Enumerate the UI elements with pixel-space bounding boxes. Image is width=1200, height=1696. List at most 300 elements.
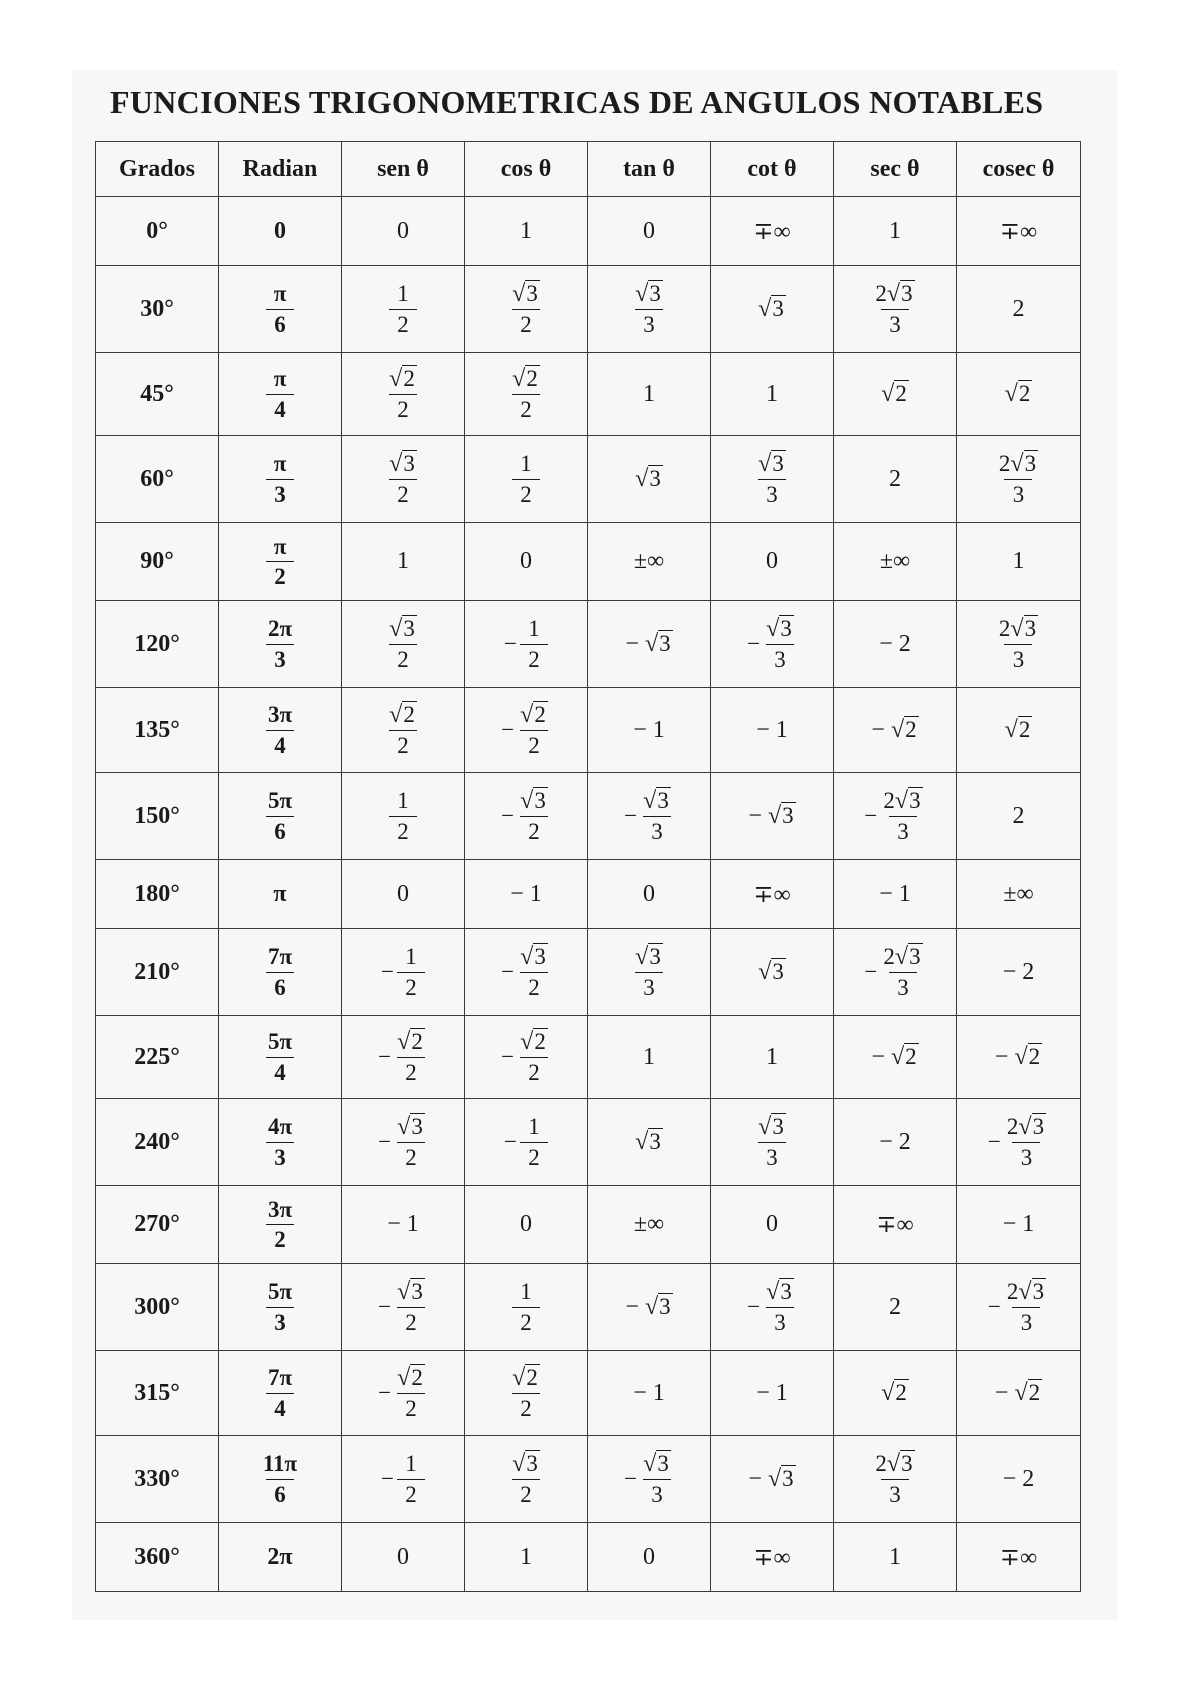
cell-tan bbox=[588, 1436, 711, 1523]
cell-value: − √2 bbox=[871, 1043, 917, 1070]
radicand: 3 bbox=[780, 1278, 792, 1304]
cell-value: 1 bbox=[766, 380, 778, 407]
header-tan bbox=[588, 142, 711, 197]
fraction-numerator: 1 bbox=[397, 281, 409, 307]
radicand: 2 bbox=[526, 365, 538, 391]
cell-value: − 2 bbox=[879, 630, 911, 657]
cell-cosec bbox=[957, 266, 1081, 353]
table-row bbox=[96, 1016, 1081, 1099]
cell-radian bbox=[219, 860, 342, 929]
cell-value: 30° bbox=[140, 295, 174, 322]
sqrt-symbol bbox=[512, 1451, 540, 1477]
cell-value: 0 bbox=[274, 217, 286, 244]
fraction-numerator bbox=[394, 1029, 428, 1057]
cell-value: 180° bbox=[134, 880, 180, 907]
radicand: 3 bbox=[534, 787, 546, 813]
sqrt-symbol bbox=[397, 1365, 425, 1391]
cell-cosec bbox=[957, 1351, 1081, 1436]
radical-sign: √ bbox=[767, 802, 782, 829]
fraction-numerator bbox=[517, 702, 551, 730]
fraction-numerator bbox=[517, 1029, 551, 1057]
cell-tan bbox=[588, 929, 711, 1016]
cell-radian bbox=[219, 929, 342, 1016]
fraction-denominator: 2 bbox=[512, 1393, 540, 1421]
sqrt-symbol bbox=[1005, 717, 1033, 744]
radicand: 3 bbox=[901, 280, 913, 306]
cell-cot bbox=[711, 1099, 834, 1186]
cell-sec bbox=[834, 1186, 957, 1264]
fraction bbox=[872, 1451, 917, 1508]
fraction bbox=[386, 616, 420, 673]
cell-tan bbox=[588, 1523, 711, 1592]
cell-value: − √3 bbox=[748, 1465, 794, 1492]
fraction bbox=[632, 944, 666, 1001]
fraction bbox=[509, 1451, 543, 1508]
fraction-numerator: 5π bbox=[267, 1029, 293, 1055]
fraction-denominator: 2 bbox=[512, 309, 540, 337]
fraction-denominator: 2 bbox=[389, 644, 417, 672]
fraction-denominator: 2 bbox=[389, 816, 417, 844]
radical-sign: √ bbox=[1014, 1043, 1028, 1070]
cell-tan bbox=[588, 353, 711, 436]
fraction-denominator: 2 bbox=[520, 816, 548, 844]
minus-sign: − bbox=[381, 1466, 394, 1491]
cell-radian bbox=[219, 688, 342, 773]
fraction bbox=[880, 944, 925, 1001]
cell-tan bbox=[588, 773, 711, 860]
cell-cot bbox=[711, 1351, 834, 1436]
cell-cos bbox=[465, 1186, 588, 1264]
sqrt-symbol bbox=[520, 1029, 548, 1055]
fraction bbox=[266, 534, 294, 590]
cell-grados bbox=[96, 436, 219, 523]
cell-value: ∓∞ bbox=[753, 1544, 791, 1571]
sqrt-symbol bbox=[1018, 1114, 1046, 1140]
minus-sign: − bbox=[987, 1294, 1001, 1319]
minus-sign: − bbox=[378, 1129, 392, 1154]
fraction bbox=[265, 1197, 295, 1253]
fraction bbox=[265, 1029, 295, 1085]
sqrt-symbol bbox=[758, 296, 786, 323]
fraction-numerator bbox=[763, 616, 797, 644]
fraction-numerator: 1 bbox=[397, 788, 409, 814]
cell-value: − 1 bbox=[633, 1379, 665, 1406]
cell-grados bbox=[96, 688, 219, 773]
radical-sign: √ bbox=[881, 1379, 895, 1406]
radical-sign: √ bbox=[512, 365, 526, 392]
fraction bbox=[265, 1279, 295, 1335]
cell-sec bbox=[834, 929, 957, 1016]
fraction bbox=[266, 366, 294, 422]
fraction-denominator: 3 bbox=[266, 1142, 294, 1170]
radical-sign: √ bbox=[894, 943, 909, 970]
fraction-denominator: 2 bbox=[512, 394, 540, 422]
fraction bbox=[1004, 1279, 1049, 1336]
cell-cos bbox=[465, 1351, 588, 1436]
cell-sen bbox=[342, 773, 465, 860]
radical-sign: √ bbox=[389, 701, 403, 728]
fraction bbox=[265, 788, 295, 844]
cell-sec bbox=[834, 1099, 957, 1186]
sqrt-symbol bbox=[768, 803, 796, 830]
cell-value: 1 bbox=[520, 217, 532, 244]
cell-value: 90° bbox=[140, 548, 174, 574]
cell-cos bbox=[465, 773, 588, 860]
table-row bbox=[96, 266, 1081, 353]
cell-value bbox=[635, 466, 663, 492]
cell-value: ∓∞ bbox=[753, 218, 791, 245]
cell-value: 1 bbox=[889, 1543, 901, 1570]
cell-sec bbox=[834, 1436, 957, 1523]
radical-sign: √ bbox=[890, 716, 905, 743]
cell-sen bbox=[342, 688, 465, 773]
radicand: 3 bbox=[526, 280, 538, 306]
fraction-denominator: 2 bbox=[520, 972, 548, 1000]
radicand: 3 bbox=[782, 1465, 794, 1491]
cell-cos bbox=[465, 436, 588, 523]
cell-sen bbox=[342, 1351, 465, 1436]
cell-value: 0° bbox=[146, 217, 168, 244]
cell-value: − 2 bbox=[879, 1128, 911, 1155]
cell-tan bbox=[588, 523, 711, 601]
fraction-denominator: 3 bbox=[881, 1479, 909, 1507]
radicand: 3 bbox=[1024, 615, 1037, 641]
cell-value: 2 bbox=[889, 465, 901, 492]
sqrt-symbol bbox=[520, 944, 548, 970]
cell-cot bbox=[711, 1264, 834, 1351]
cell-sec bbox=[834, 1523, 957, 1592]
radical-sign: √ bbox=[886, 280, 901, 307]
cell-sec bbox=[834, 353, 957, 436]
fraction-denominator: 3 bbox=[889, 816, 917, 844]
fraction-numerator: 5π bbox=[267, 1279, 293, 1305]
cell-cosec bbox=[957, 1016, 1081, 1099]
radicand: 2 bbox=[895, 1379, 907, 1405]
fraction-denominator: 4 bbox=[266, 1057, 294, 1085]
fraction-denominator: 3 bbox=[1012, 1307, 1040, 1335]
fraction-denominator: 2 bbox=[520, 1057, 548, 1085]
radical-sign: √ bbox=[766, 615, 780, 642]
cell-tan bbox=[588, 1099, 711, 1186]
cell-value: − 1 bbox=[1002, 1211, 1035, 1237]
fraction bbox=[517, 702, 551, 759]
cell-tan bbox=[588, 601, 711, 688]
fraction bbox=[517, 1029, 551, 1086]
cell-tan bbox=[588, 1016, 711, 1099]
table-row bbox=[96, 1523, 1081, 1592]
cell-cot bbox=[711, 1523, 834, 1592]
radical-sign: √ bbox=[635, 943, 649, 970]
cell-value: 2 bbox=[1012, 802, 1025, 829]
fraction-numerator: 1 bbox=[528, 1114, 540, 1140]
fraction bbox=[872, 281, 917, 338]
fraction-denominator: 3 bbox=[1012, 1142, 1040, 1170]
fraction-denominator: 6 bbox=[266, 816, 294, 844]
cell-tan bbox=[588, 688, 711, 773]
header-cos bbox=[465, 142, 588, 197]
cell-radian bbox=[219, 773, 342, 860]
minus-sign: − bbox=[378, 1380, 392, 1405]
fraction-denominator: 2 bbox=[397, 1393, 425, 1421]
cell-cos bbox=[465, 523, 588, 601]
trig-table bbox=[95, 141, 1081, 1592]
header-grados bbox=[96, 142, 219, 197]
cell-value: 120° bbox=[134, 630, 180, 657]
fraction bbox=[520, 1114, 548, 1170]
cell-value: 2 bbox=[889, 1293, 901, 1320]
sqrt-symbol bbox=[397, 1114, 425, 1140]
fraction bbox=[394, 1279, 428, 1336]
fraction bbox=[763, 616, 797, 673]
cell-value: 0 bbox=[397, 1543, 409, 1570]
sqrt-symbol bbox=[895, 788, 923, 814]
radicand: 2 bbox=[411, 1364, 423, 1390]
fraction-denominator: 3 bbox=[643, 1479, 671, 1507]
radical-sign: √ bbox=[397, 1113, 411, 1140]
cell-value bbox=[758, 296, 786, 322]
cell-grados bbox=[96, 197, 219, 266]
cell-sen bbox=[342, 1523, 465, 1592]
fraction-numerator bbox=[394, 1114, 428, 1142]
cell-sec bbox=[834, 601, 957, 688]
fraction bbox=[394, 1114, 428, 1171]
fraction-denominator: 2 bbox=[266, 561, 294, 589]
minus-sign: − bbox=[378, 1294, 392, 1319]
sqrt-symbol bbox=[397, 1029, 425, 1055]
fraction-denominator: 3 bbox=[1004, 479, 1032, 507]
fraction-denominator: 3 bbox=[1004, 644, 1032, 672]
fraction-numerator: π bbox=[273, 366, 287, 392]
table-row bbox=[96, 688, 1081, 773]
cell-value: 210° bbox=[134, 958, 180, 985]
minus-sign: − bbox=[624, 1466, 638, 1491]
cell-value: 150° bbox=[134, 802, 180, 829]
minus-sign: − bbox=[501, 959, 515, 984]
cell-sen bbox=[342, 436, 465, 523]
cell-cos bbox=[465, 353, 588, 436]
radical-sign: √ bbox=[520, 943, 534, 970]
cell-cot bbox=[711, 1186, 834, 1264]
radical-sign: √ bbox=[890, 1043, 905, 1070]
cell-radian bbox=[219, 1436, 342, 1523]
radicand: 3 bbox=[1024, 450, 1037, 476]
radical-sign: √ bbox=[520, 701, 534, 728]
cell-cosec bbox=[957, 601, 1081, 688]
sqrt-symbol bbox=[389, 616, 417, 642]
cell-cosec bbox=[957, 1436, 1081, 1523]
fraction bbox=[509, 366, 543, 423]
cell-value: 135° bbox=[134, 716, 180, 743]
sqrt-symbol bbox=[645, 631, 673, 658]
cell-value: 300° bbox=[134, 1293, 180, 1320]
fraction bbox=[266, 451, 294, 507]
cell-cot bbox=[711, 197, 834, 266]
radical-sign: √ bbox=[512, 1364, 526, 1391]
table-row bbox=[96, 929, 1081, 1016]
fraction-numerator: 11π bbox=[262, 1451, 298, 1477]
sqrt-symbol bbox=[891, 1044, 919, 1071]
radical-sign: √ bbox=[767, 1465, 782, 1492]
cell-sen bbox=[342, 1099, 465, 1186]
radicand: 3 bbox=[649, 943, 661, 969]
radicand: 3 bbox=[403, 450, 415, 476]
fraction-numerator: 1 bbox=[520, 451, 532, 477]
cell-sen bbox=[342, 1264, 465, 1351]
cell-grados bbox=[96, 929, 219, 1016]
fraction-numerator: 7π bbox=[267, 944, 293, 970]
cell-value: 0 bbox=[397, 217, 409, 244]
cell-sec bbox=[834, 1264, 957, 1351]
sqrt-symbol bbox=[768, 1466, 796, 1493]
cell-cos bbox=[465, 601, 588, 688]
table-row bbox=[96, 1099, 1081, 1186]
header-label: Radian bbox=[242, 155, 318, 182]
radicand: 2 bbox=[895, 380, 907, 406]
cell-grados bbox=[96, 1264, 219, 1351]
cell-cosec bbox=[957, 929, 1081, 1016]
radicand: 3 bbox=[411, 1278, 423, 1304]
radical-sign: √ bbox=[894, 787, 909, 814]
radical-sign: √ bbox=[758, 1113, 772, 1140]
radicand: 2 bbox=[1018, 380, 1031, 406]
cell-sen bbox=[342, 353, 465, 436]
cell-sen bbox=[342, 1436, 465, 1523]
cell-tan bbox=[588, 197, 711, 266]
cell-radian bbox=[219, 523, 342, 601]
sqrt-symbol bbox=[887, 1451, 915, 1477]
cell-radian bbox=[219, 601, 342, 688]
cell-grados bbox=[96, 1099, 219, 1186]
radical-sign: √ bbox=[1004, 380, 1018, 407]
cell-grados bbox=[96, 1523, 219, 1592]
fraction-denominator: 3 bbox=[643, 816, 671, 844]
header-sen bbox=[342, 142, 465, 197]
radical-sign: √ bbox=[397, 1278, 411, 1305]
cell-cot bbox=[711, 436, 834, 523]
cell-cos bbox=[465, 1099, 588, 1186]
fraction-numerator: π bbox=[273, 451, 287, 477]
fraction bbox=[260, 1451, 300, 1507]
fraction bbox=[509, 1365, 543, 1422]
cell-value: 0 bbox=[766, 1211, 778, 1237]
fraction-denominator: 3 bbox=[266, 479, 294, 507]
sqrt-symbol bbox=[895, 944, 923, 970]
minus-sign: − bbox=[747, 631, 761, 656]
radical-sign: √ bbox=[758, 295, 772, 322]
cell-value: − √3 bbox=[748, 802, 794, 829]
sqrt-symbol bbox=[643, 788, 671, 814]
cell-sen bbox=[342, 1016, 465, 1099]
cell-value: 1 bbox=[766, 1043, 778, 1070]
cell-value: − √2 bbox=[871, 716, 917, 743]
fraction-denominator: 3 bbox=[766, 1307, 794, 1335]
fraction bbox=[1004, 1114, 1049, 1171]
page-title: FUNCIONES TRIGONOMETRICAS DE ANGULOS NOTABLES bbox=[110, 84, 1044, 120]
radical-sign: √ bbox=[1010, 450, 1024, 477]
fraction-numerator: 3π bbox=[267, 702, 293, 728]
cell-value bbox=[1005, 381, 1033, 407]
sqrt-symbol bbox=[766, 616, 794, 642]
radicand: 2 bbox=[1028, 1379, 1041, 1405]
cell-value: ∓∞ bbox=[999, 218, 1038, 245]
minus-sign: − bbox=[864, 959, 878, 984]
fraction bbox=[397, 1451, 425, 1507]
header-label: cos θ bbox=[500, 155, 552, 182]
cell-grados bbox=[96, 266, 219, 353]
radical-sign: √ bbox=[758, 958, 772, 985]
sqrt-symbol bbox=[881, 381, 909, 408]
sqrt-symbol bbox=[635, 281, 663, 307]
cell-tan bbox=[588, 1264, 711, 1351]
cell-cosec bbox=[957, 1264, 1081, 1351]
cell-value: 60° bbox=[140, 465, 174, 492]
fraction bbox=[389, 788, 417, 844]
fraction-numerator bbox=[755, 451, 789, 479]
fraction-denominator: 3 bbox=[758, 1142, 786, 1170]
cell-value: − √2 bbox=[994, 1379, 1041, 1406]
fraction bbox=[512, 451, 540, 507]
header-label: tan θ bbox=[623, 155, 675, 182]
fraction-numerator: 2√3 bbox=[998, 615, 1037, 642]
fraction bbox=[397, 944, 425, 1000]
radicand: 3 bbox=[534, 943, 546, 969]
cell-value: ∓∞ bbox=[999, 1544, 1038, 1571]
fraction-denominator: 2 bbox=[397, 1142, 425, 1170]
table-row bbox=[96, 601, 1081, 688]
fraction-numerator bbox=[509, 366, 543, 394]
cell-cot bbox=[711, 688, 834, 773]
sqrt-symbol bbox=[520, 702, 548, 728]
sqrt-symbol bbox=[766, 1279, 794, 1305]
radical-sign: √ bbox=[643, 787, 657, 814]
cell-value bbox=[1005, 717, 1033, 743]
cell-radian bbox=[219, 353, 342, 436]
radicand: 3 bbox=[909, 943, 921, 969]
sqrt-symbol bbox=[389, 366, 417, 392]
fraction bbox=[632, 281, 666, 338]
cell-radian bbox=[219, 1016, 342, 1099]
minus-sign: − bbox=[381, 959, 394, 984]
fraction-numerator bbox=[386, 451, 420, 479]
cell-sen bbox=[342, 601, 465, 688]
cell-value: 45° bbox=[140, 380, 174, 407]
cell-grados bbox=[96, 353, 219, 436]
fraction-denominator: 3 bbox=[266, 644, 294, 672]
fraction-numerator bbox=[755, 1114, 789, 1142]
cell-sen bbox=[342, 197, 465, 266]
radical-sign: √ bbox=[389, 615, 403, 642]
fraction-denominator: 2 bbox=[512, 1307, 540, 1335]
cell-value: 0 bbox=[520, 1211, 532, 1237]
radicand: 3 bbox=[649, 465, 661, 491]
fraction-denominator: 2 bbox=[389, 479, 417, 507]
cell-value: − 2 bbox=[1002, 1465, 1035, 1492]
fraction-denominator: 2 bbox=[397, 1307, 425, 1335]
sqrt-symbol bbox=[1014, 1044, 1042, 1071]
fraction-numerator: 3π bbox=[267, 1196, 293, 1222]
cell-cot bbox=[711, 353, 834, 436]
radical-sign: √ bbox=[1014, 1379, 1028, 1406]
cell-cot bbox=[711, 929, 834, 1016]
fraction-denominator: 3 bbox=[635, 309, 663, 337]
cell-sec bbox=[834, 1351, 957, 1436]
minus-sign: − bbox=[864, 803, 878, 828]
cell-cot bbox=[711, 601, 834, 688]
sqrt-symbol bbox=[1018, 1279, 1046, 1305]
sqrt-symbol bbox=[1014, 1380, 1042, 1407]
radicand: 2 bbox=[526, 1364, 538, 1390]
fraction-denominator: 2 bbox=[512, 1479, 540, 1507]
